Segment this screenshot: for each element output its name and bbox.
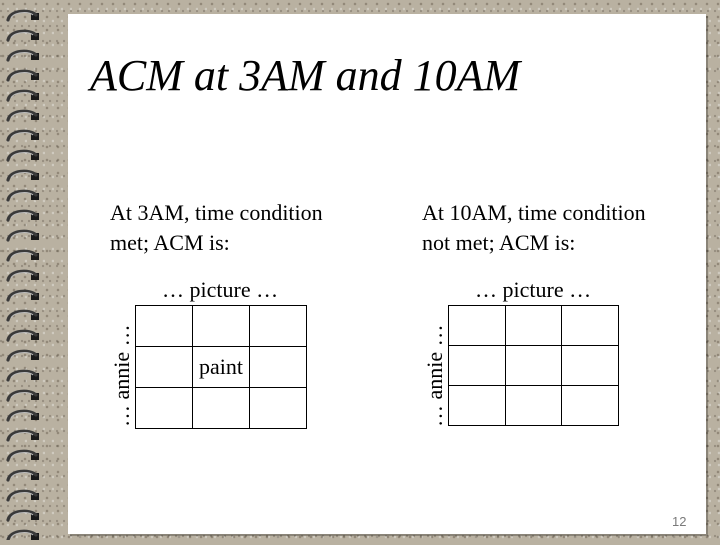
matrix-cell — [136, 347, 193, 388]
matrix-cell — [506, 386, 563, 426]
matrix-cell — [250, 388, 307, 429]
spiral-binding — [0, 0, 49, 540]
right-row-label: … annie … — [422, 324, 447, 427]
matrix-cell — [562, 346, 619, 386]
matrix-cell — [250, 306, 307, 347]
matrix-cell — [562, 306, 619, 346]
left-column-label: … picture … — [162, 277, 279, 302]
slide-title: ACM at 3AM and 10AM — [90, 51, 521, 100]
matrix-cell — [250, 347, 307, 388]
right-access-matrix — [448, 305, 619, 426]
matrix-cell — [193, 306, 250, 347]
matrix-cell-paint: paint — [193, 347, 250, 388]
matrix-cell — [449, 306, 506, 346]
left-access-matrix — [135, 305, 307, 429]
matrix-cell — [506, 346, 563, 386]
left-row-label: … annie … — [109, 324, 134, 427]
matrix-cell — [449, 386, 506, 426]
matrix-cell — [136, 306, 193, 347]
right-caption-line-1: At 10AM, time condition — [422, 200, 646, 225]
matrix-cell — [193, 388, 250, 429]
left-caption-line-2: met; ACM is: — [110, 230, 230, 255]
matrix-cell — [136, 388, 193, 429]
page-number: 12 — [672, 514, 687, 529]
matrix-cell — [506, 306, 563, 346]
matrix-cell — [449, 346, 506, 386]
right-caption-line-2: not met; ACM is: — [422, 230, 576, 255]
right-column-label: … picture … — [475, 277, 592, 302]
left-caption-line-1: At 3AM, time condition — [110, 200, 323, 225]
spiral-binding-rings — [0, 0, 49, 540]
matrix-cell — [562, 386, 619, 426]
